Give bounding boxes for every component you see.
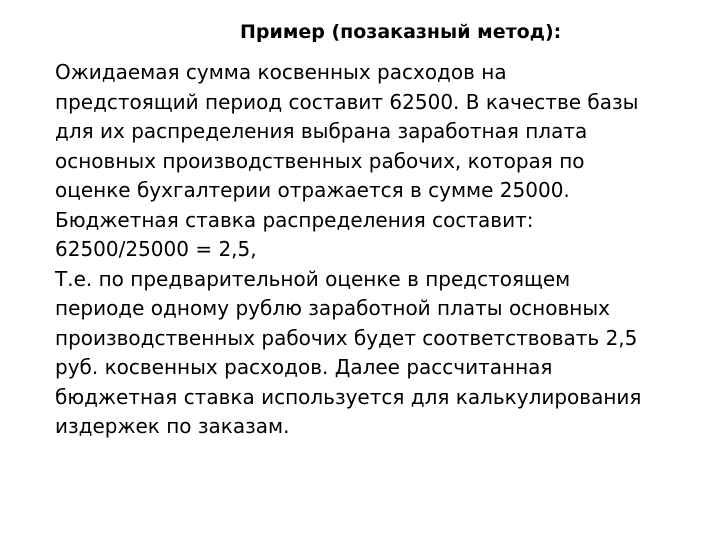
text-line: для их распределения выбрана заработная плата [55,119,588,143]
text-line: предстоящий период составит 62500. В качестве базы [55,89,639,114]
slide-title: Пример (позаказный метод): [240,21,562,43]
text-line: 62500/25000 = 2,5, [55,237,257,261]
text-line: производственных рабочих будет соответствовать 2,5 [55,325,638,350]
text-line: оценке бухгалтерии отражается в сумме 25000. [55,178,570,202]
text-line: Т.е. по предварительной оценке в предстоящем [55,266,571,291]
text-line: периоде одному рублю заработной платы основных [55,296,610,320]
text-line: основных производственных рабочих, которая по [55,148,585,173]
text-line: бюджетная ставка используется для калькулирования [55,384,642,409]
text-line: издержек по заказам. [55,414,290,438]
body-text [55,58,695,442]
text-line: Бюджетная ставка распределения составит: [55,207,534,232]
text-line: руб. косвенных расходов. Далее рассчитанная [55,355,553,379]
text-line: Ожидаемая сумма косвенных расходов на [55,60,507,84]
